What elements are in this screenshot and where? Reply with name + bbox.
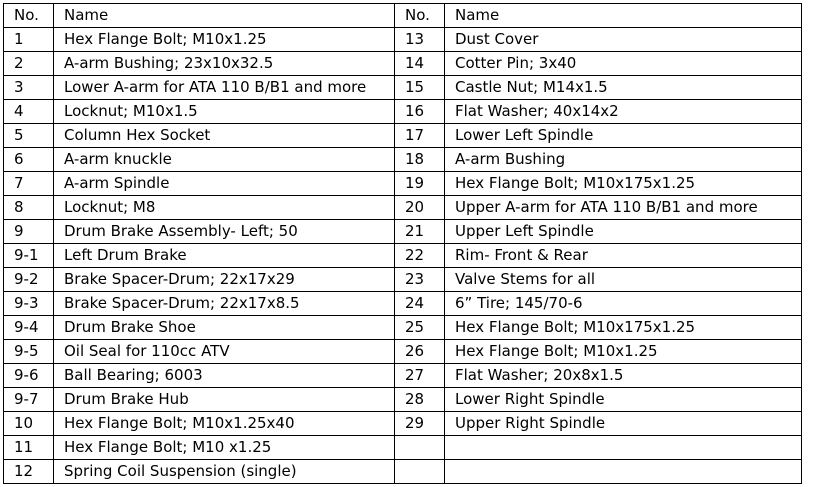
item-name: A-arm knuckle (54, 148, 395, 172)
item-name: Hex Flange Bolt; M10x175x1.25 (445, 316, 802, 340)
item-no: 17 (395, 124, 445, 148)
item-name: Dust Cover (445, 28, 802, 52)
item-name: Oil Seal for 110cc ATV (54, 340, 395, 364)
header-name-right: Name (445, 4, 802, 28)
item-name: Locknut; M8 (54, 196, 395, 220)
item-no: 2 (4, 52, 54, 76)
table-row (4, 76, 802, 100)
item-name: Flat Washer; 20x8x1.5 (445, 364, 802, 388)
parts-table (3, 3, 802, 484)
item-no: 19 (395, 172, 445, 196)
table-row (4, 28, 802, 52)
item-no: 1 (4, 28, 54, 52)
table-row (4, 388, 802, 412)
item-no: 15 (395, 76, 445, 100)
table-row (4, 52, 802, 76)
item-no: 11 (4, 436, 54, 460)
item-name: Lower A-arm for ATA 110 B/B1 and more (54, 76, 395, 100)
item-no: 8 (4, 196, 54, 220)
item-name: A-arm Spindle (54, 172, 395, 196)
item-no: 9 (4, 220, 54, 244)
item-name: Ball Bearing; 6003 (54, 364, 395, 388)
header-no-left: No. (4, 4, 54, 28)
item-name: Lower Left Spindle (445, 124, 802, 148)
item-name: Hex Flange Bolt; M10x1.25 (445, 340, 802, 364)
item-name: Upper Right Spindle (445, 412, 802, 436)
item-name: Drum Brake Assembly- Left; 50 (54, 220, 395, 244)
item-no: 14 (395, 52, 445, 76)
table-row (4, 220, 802, 244)
header-name-left: Name (54, 4, 395, 28)
item-no: 24 (395, 292, 445, 316)
item-name (445, 436, 802, 460)
item-name: Brake Spacer-Drum; 22x17x8.5 (54, 292, 395, 316)
item-no: 9-2 (4, 268, 54, 292)
item-no: 6 (4, 148, 54, 172)
item-no: 10 (4, 412, 54, 436)
item-no: 9-1 (4, 244, 54, 268)
item-no: 3 (4, 76, 54, 100)
item-no: 9-4 (4, 316, 54, 340)
item-no: 29 (395, 412, 445, 436)
item-name: Locknut; M10x1.5 (54, 100, 395, 124)
item-no: 5 (4, 124, 54, 148)
item-no: 18 (395, 148, 445, 172)
header-no-right: No. (395, 4, 445, 28)
item-name: Hex Flange Bolt; M10x1.25 (54, 28, 395, 52)
item-name: Hex Flange Bolt; M10x175x1.25 (445, 172, 802, 196)
item-no: 9-6 (4, 364, 54, 388)
item-no: 23 (395, 268, 445, 292)
item-name: Rim- Front & Rear (445, 244, 802, 268)
item-no: 7 (4, 172, 54, 196)
item-name: Flat Washer; 40x14x2 (445, 100, 802, 124)
item-name: Hex Flange Bolt; M10x1.25x40 (54, 412, 395, 436)
item-no: 9-7 (4, 388, 54, 412)
item-no: 9-3 (4, 292, 54, 316)
table-row (4, 316, 802, 340)
item-name: Drum Brake Shoe (54, 316, 395, 340)
item-name: 6” Tire; 145/70-6 (445, 292, 802, 316)
item-name: Hex Flange Bolt; M10 x1.25 (54, 436, 395, 460)
header-row (4, 4, 802, 28)
item-name: Cotter Pin; 3x40 (445, 52, 802, 76)
table-row (4, 292, 802, 316)
item-name: Drum Brake Hub (54, 388, 395, 412)
table-row (4, 268, 802, 292)
table-row (4, 244, 802, 268)
table-row (4, 460, 802, 484)
item-name: Left Drum Brake (54, 244, 395, 268)
item-no: 27 (395, 364, 445, 388)
item-no: 22 (395, 244, 445, 268)
table-row (4, 364, 802, 388)
item-no (395, 436, 445, 460)
table-row (4, 124, 802, 148)
table-row (4, 148, 802, 172)
table-row (4, 172, 802, 196)
item-name: Brake Spacer-Drum; 22x17x29 (54, 268, 395, 292)
item-name (445, 460, 802, 484)
item-no: 4 (4, 100, 54, 124)
item-no: 21 (395, 220, 445, 244)
item-name: Spring Coil Suspension (single) (54, 460, 395, 484)
item-name: Column Hex Socket (54, 124, 395, 148)
item-name: Valve Stems for all (445, 268, 802, 292)
item-no: 12 (4, 460, 54, 484)
item-name: A-arm Bushing (445, 148, 802, 172)
item-no (395, 460, 445, 484)
table-row (4, 436, 802, 460)
item-no: 20 (395, 196, 445, 220)
table-row (4, 412, 802, 436)
item-no: 16 (395, 100, 445, 124)
item-no: 26 (395, 340, 445, 364)
item-name: Castle Nut; M14x1.5 (445, 76, 802, 100)
table-row (4, 340, 802, 364)
item-name: Lower Right Spindle (445, 388, 802, 412)
item-name: A-arm Bushing; 23x10x32.5 (54, 52, 395, 76)
item-no: 28 (395, 388, 445, 412)
item-name: Upper Left Spindle (445, 220, 802, 244)
table-row (4, 196, 802, 220)
table-row (4, 100, 802, 124)
item-no: 25 (395, 316, 445, 340)
item-no: 9-5 (4, 340, 54, 364)
item-name: Upper A-arm for ATA 110 B/B1 and more (445, 196, 802, 220)
item-no: 13 (395, 28, 445, 52)
